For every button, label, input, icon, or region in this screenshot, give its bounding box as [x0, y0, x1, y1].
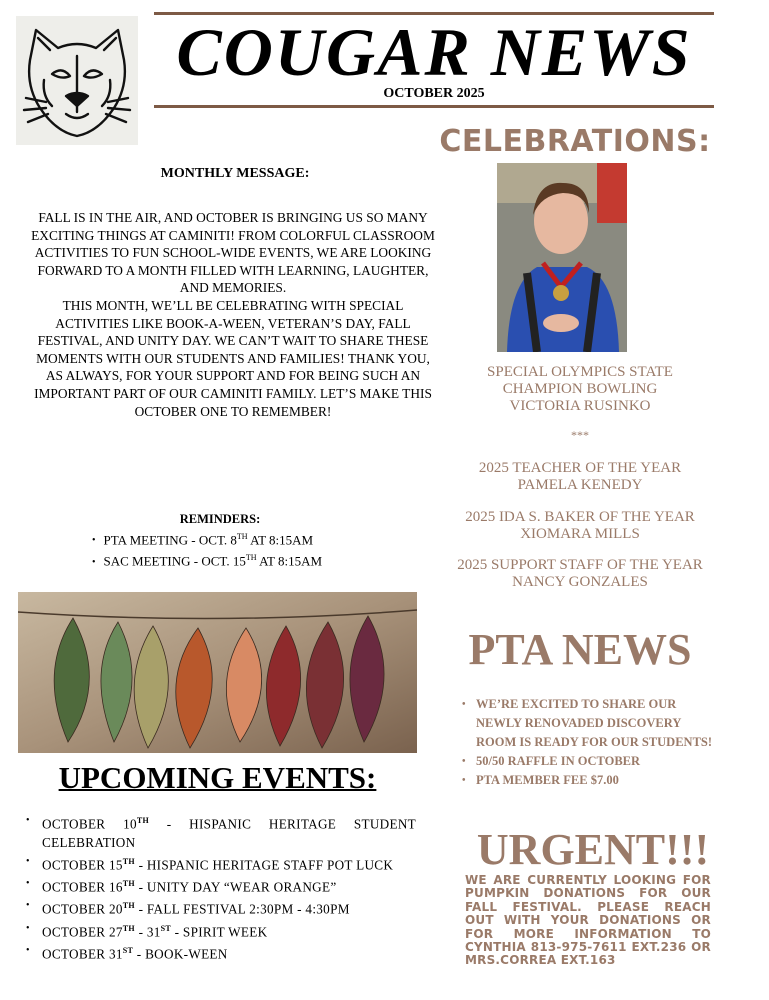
honor-support-staff: 2025 SUPPORT STAFF OF THE YEAR NANCY GONZALES	[457, 557, 703, 590]
event-item: • OCTOBER 10TH - HISPANIC HERITAGE STUDENT CELEBRATION	[26, 812, 416, 853]
honor-separator: ***	[571, 428, 589, 442]
event-item: • OCTOBER 20TH - FALL FESTIVAL 2:30PM - 4:30PM	[26, 897, 416, 919]
pta-news-title: PTA NEWS	[468, 625, 692, 674]
reminder-item: • SAC MEETING - OCT. 15TH AT 8:15AM	[92, 549, 322, 570]
honor-ida-baker: 2025 IDA S. BAKER OF THE YEAR XIOMARA MILLS	[465, 509, 695, 542]
event-item: • OCTOBER 31ST - BOOK-WEEN	[26, 942, 416, 964]
athlete-photo	[497, 163, 627, 352]
upcoming-events-title: UPCOMING EVENTS:	[58, 760, 377, 795]
reminders-list	[92, 528, 322, 571]
issue-date: OCTOBER 2025	[383, 86, 485, 101]
event-item: • OCTOBER 27TH - 31ST - SPIRIT WEEK	[26, 920, 416, 942]
masthead-bottom-rule	[154, 105, 714, 108]
urgent-title: URGENT!!!	[476, 825, 710, 874]
pta-item: • 50/50 RAFFLE IN OCTOBER	[462, 752, 722, 771]
pta-item: • PTA MEMBER FEE $7.00	[462, 771, 722, 790]
event-item: • OCTOBER 15TH - HISPANIC HERITAGE STAFF POT LUCK	[26, 853, 416, 875]
pta-item: • WE’RE EXCITED TO SHARE OUR NEWLY RENOVADED DISCOVERY ROOM IS READY FOR OUR STUDENTS!	[462, 695, 722, 752]
cougar-head-icon	[16, 16, 138, 145]
monthly-message-paragraph: FALL IS IN THE AIR, AND OCTOBER IS BRINGING US SO MANY EXCITING THINGS AT CAMINITI! FROM COLORFUL CLASSROOM ACTIVITIES TO FUN SCHOOL-WIDE EVENTS, WE ARE LOOKING FORWARD TO A MONTH FILLED WITH LEARNING, LAUGHTER, AND MEMORIES.	[31, 210, 435, 296]
event-item: • OCTOBER 16TH - UNITY DAY “WEAR ORANGE”	[26, 875, 416, 897]
celebrations-title: CELEBRATIONS:	[439, 124, 711, 159]
reminders-title: REMINDERS:	[179, 512, 261, 526]
honor-special-olympics: SPECIAL OLYMPICS STATE CHAMPION BOWLING VICTORIA RUSINKO	[487, 364, 673, 414]
pta-news-list	[462, 695, 722, 790]
masthead-title: COUGAR NEWS	[176, 14, 692, 90]
autumn-leaves-photo	[18, 592, 417, 753]
reminder-item: • PTA MEETING - OCT. 8TH AT 8:15AM	[92, 528, 322, 549]
monthly-message-paragraph: THIS MONTH, WE’LL BE CELEBRATING WITH SPECIAL ACTIVITIES LIKE BOOK-A-WEEN, VETERAN’S DAY, FALL FESTIVAL, AND UNITY DAY. WE CAN’T WAIT TO SHARE THESE MOMENTS WITH OUR STUDENTS AND FAMILIES! THANK YOU, AS ALWAYS, FOR YOUR SUPPORT AND FOR BEING SUCH AN IMPORTANT PART OF OUR CAMINITI FAMILY. LET’S MAKE THIS OCTOBER ONE TO REMEMBER!	[34, 297, 432, 419]
upcoming-events-list	[26, 812, 416, 964]
monthly-message-title: MONTHLY MESSAGE:	[160, 166, 310, 181]
urgent-body: WE ARE CURRENTLY LOOKING FOR PUMPKIN DONATIONS FOR OUR FALL FESTIVAL. PLEASE REACH OUT WITH YOUR DONATIONS OR FOR MORE INFORMATION TO CYNTHIA 813-975-7611 EXT.236 OR MRS.CORREA EXT.163	[465, 873, 711, 968]
cougar-logo	[16, 16, 138, 145]
honor-teacher-of-year: 2025 TEACHER OF THE YEAR PAMELA KENEDY	[478, 460, 682, 493]
monthly-message-body	[28, 209, 438, 420]
